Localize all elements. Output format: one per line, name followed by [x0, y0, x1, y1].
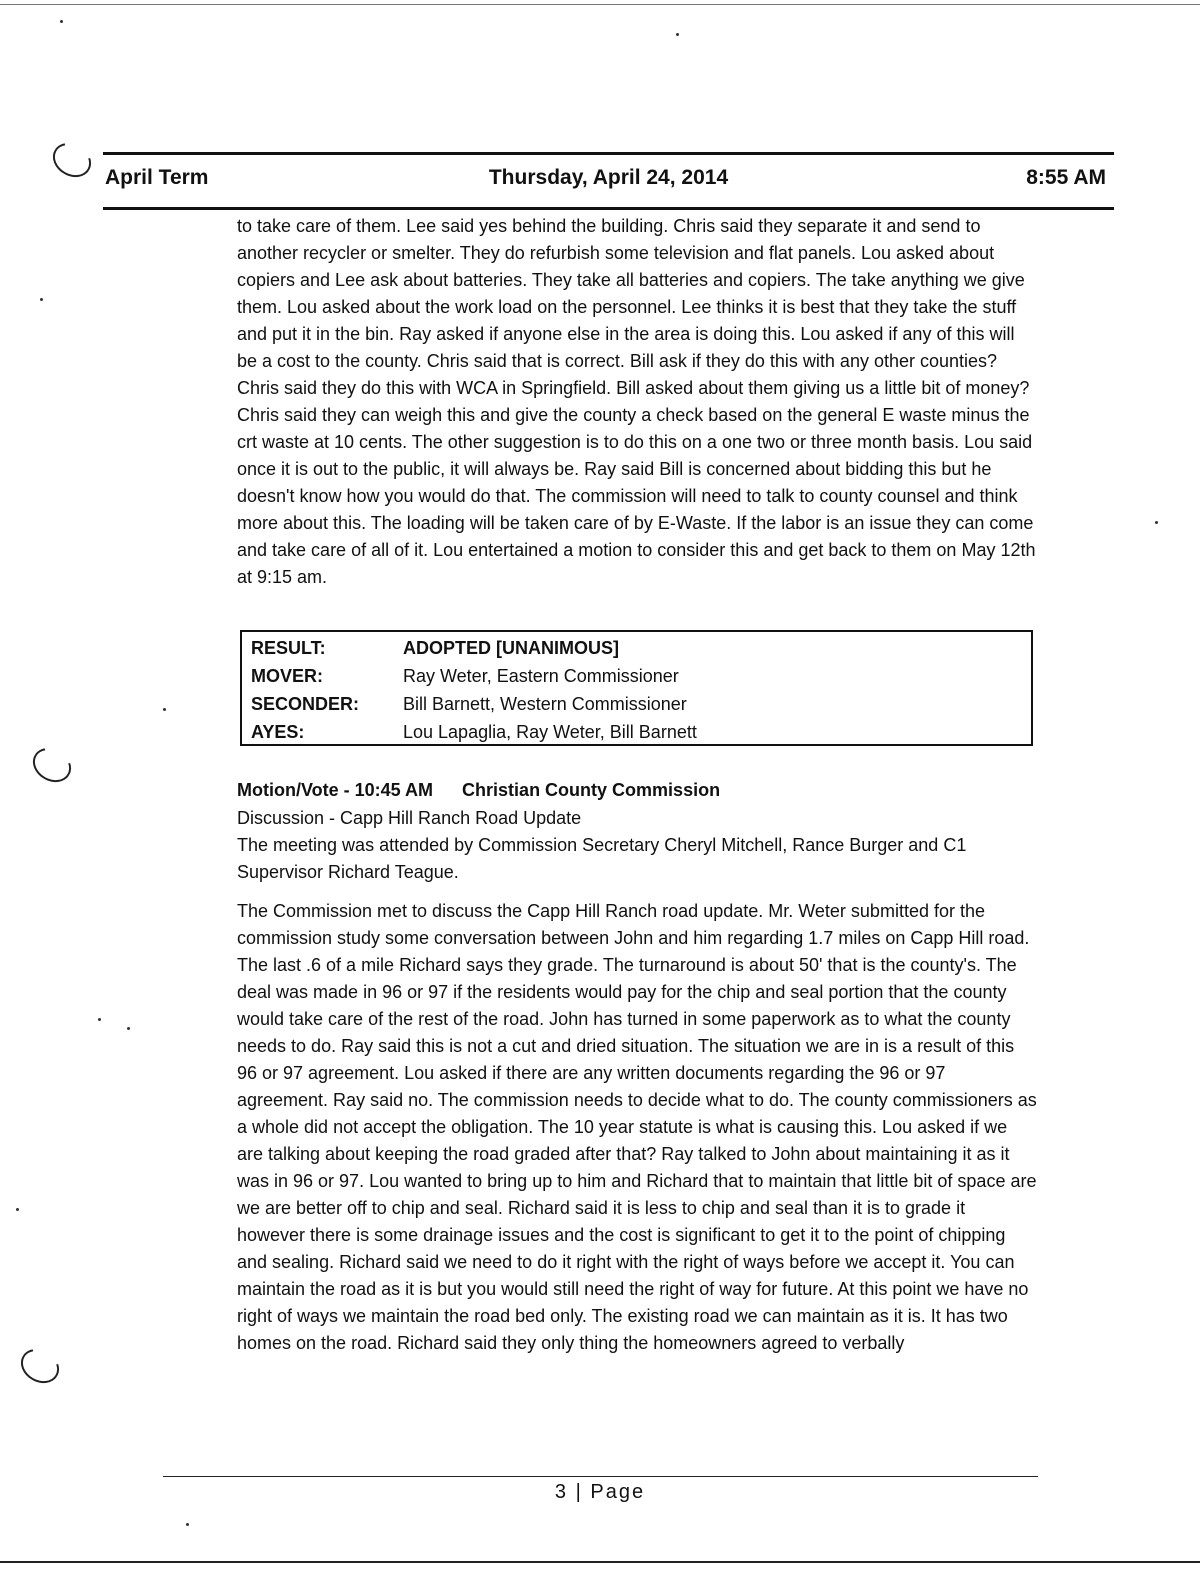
body-paragraph: The Commission met to discuss the Capp Hill Ranch road update. Mr. Weter submitted for the commission study some conversation between John and him regarding 1.7 miles on Capp Hill road. The last .6 of a mile Richard says they grade. The turnaround is about 50' that is the county's. The deal was made in 96 or 97 if the residents would pay for the chip and seal portion that the county would take care of the rest of the road. John has turned in some paperwork as to what the county needs to do. Ray said this is not a cut and dried situation. The situation we are in is a result of this 96 or 97 agreement. Lou asked if there are any written documents regarding the 96 or 97 agreement. Ray said no. The commission needs to decide what to do. The county commissioners as a whole did not accept the obligation. The 10 year statute is what is causing this. Lou asked if we are talking about keeping the road graded after that? Ray talked to John about maintaining it as it was in 96 or 97. Lou wanted to bring up to him and Richard that to maintain that little bit of space are we are better off to chip and seal. Richard said it is less to chip and seal than it is to grade it however there is some drainage issues and the cost is significant to get it to the point of chipping and sealing. Richard said we need to do it right with the right of ways before we accept it. You can maintain the road as it is but you would still need the right of way for future. At this point we have no right of ways we maintain the road bed only. The existing road we can maintain as it is. It has two homes on the road. Richard said they only thing the homeowners agreed to verbally — [237, 901, 1037, 1353]
page-header — [103, 152, 1114, 210]
page-number: 3 | Page — [554, 1481, 646, 1503]
scan-speck — [60, 20, 63, 23]
body-paragraph: to take care of them. Lee said yes behind the building. Chris said they separate it and send to another recycler or smelter. They do refurbish some television and flat panels. Lou asked about copiers and Lee ask about batteries. They take all batteries and copiers. The take anything we give them. Lou asked about the work load on the personnel. Lee thinks it is best that they take the stuff and put it in the bin. Ray asked if anyone else in the area is doing this. Lou asked if any of this will be a cost to the county. Chris said that is correct. Bill ask if they do this with any other counties? Chris said they do this with WCA in Springfield. Bill asked about them giving us a little bit of money? Chris said they can weigh this and give the county a check based on the general E waste minus the crt waste at 10 cents. The other suggestion is to do this on a one two or three month basis. Lou said once it is out to the public, it will always be. Ray said Bill is concerned about bidding this but he doesn't know how you would do that. The commission will need to talk to county counsel and think more about this. The loading will be taken care of by E-Waste. If the labor is an issue they can come and take care of all of it. Lou entertained a motion to consider this and get back to them on May 12th at 9:15 am. — [237, 216, 1036, 587]
seconder-label: SECONDER: — [251, 694, 360, 714]
footer-rule — [163, 1476, 1038, 1477]
header-time: 8:55 AM — [1026, 166, 1106, 189]
scan-speck — [676, 33, 679, 36]
hole-punch-mark — [27, 741, 78, 789]
page-top-rule — [0, 4, 1200, 5]
scan-speck — [186, 1523, 189, 1526]
result-label: RESULT: — [251, 638, 326, 658]
ayes-value: Lou Lapaglia, Ray Weter, Bill Barnett — [403, 722, 697, 742]
header-date: Thursday, April 24, 2014 — [488, 166, 729, 189]
scan-speck — [127, 1027, 130, 1030]
scan-speck — [163, 708, 166, 711]
scan-speck — [98, 1018, 101, 1021]
page-bottom-rule — [0, 1561, 1200, 1563]
ayes-label: AYES: — [251, 722, 305, 742]
commission-name: Christian County Commission — [462, 780, 721, 800]
scan-speck — [40, 298, 43, 301]
hole-punch-mark — [47, 136, 98, 184]
discussion-topic: Discussion - Capp Hill Ranch Road Update — [237, 808, 582, 828]
seconder-value: Bill Barnett, Western Commissioner — [403, 694, 687, 714]
mover-value: Ray Weter, Eastern Commissioner — [403, 666, 679, 686]
vote-result-table — [240, 630, 1033, 746]
header-term: April Term — [105, 166, 209, 189]
scan-speck — [16, 1208, 19, 1211]
hole-punch-mark — [15, 1342, 66, 1390]
motion-time: 10:45 AM — [354, 780, 434, 800]
motion-label: Motion/Vote - — [237, 780, 350, 800]
result-value: ADOPTED [UNANIMOUS] — [403, 638, 619, 658]
motion-heading — [237, 780, 720, 801]
attendance-note: The meeting was attended by Commission Secretary Cheryl Mitchell, Rance Burger and C1 Supervisor Richard Teague. — [237, 835, 967, 882]
scan-speck — [1155, 521, 1158, 524]
mover-label: MOVER: — [251, 666, 323, 686]
